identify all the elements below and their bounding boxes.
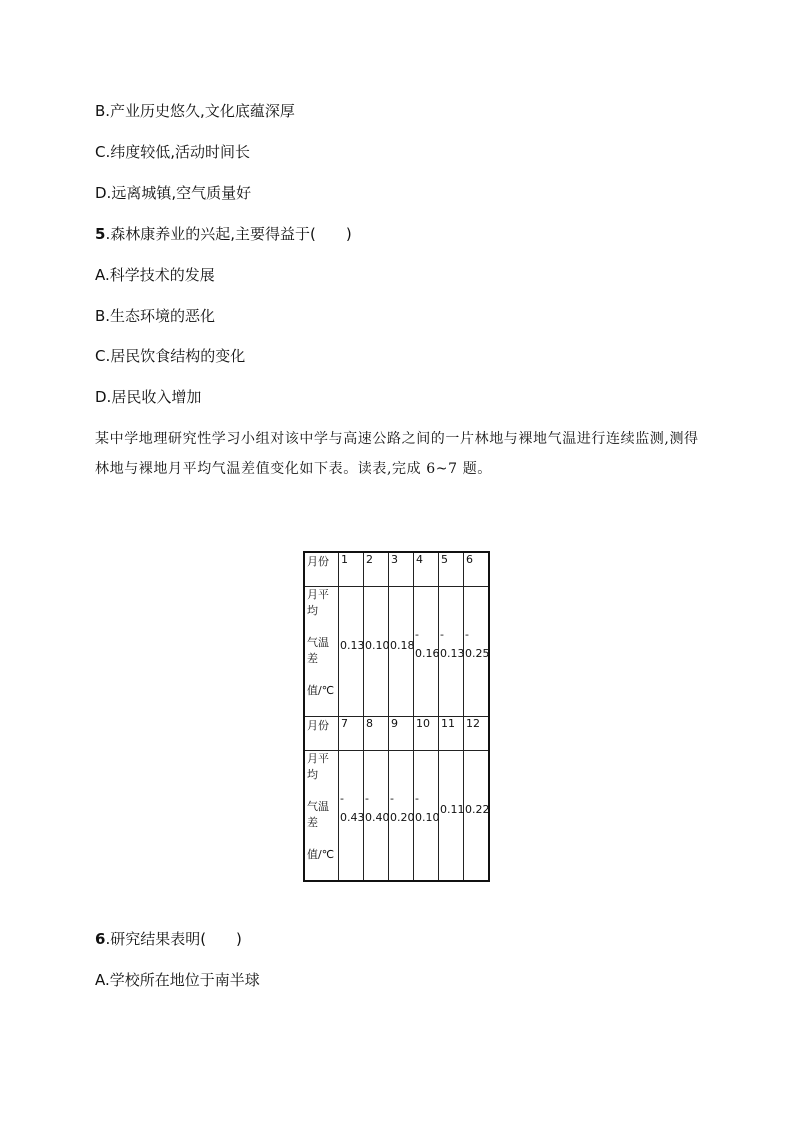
- question-5: [95, 224, 352, 244]
- month-cell: 10: [414, 717, 439, 751]
- q6-option-a: A.学校所在地位于南半球: [95, 971, 260, 989]
- diff-label: 月平 均 气温 差 值/℃: [304, 587, 339, 717]
- value-cell: 0.11: [439, 751, 464, 881]
- value-cell: - 0.20: [389, 751, 414, 881]
- value-cell: - 0.40: [364, 751, 389, 881]
- month-cell: 7: [339, 717, 364, 751]
- month-label: 月份: [304, 717, 339, 751]
- table-row: [304, 587, 489, 717]
- month-cell: 12: [464, 717, 490, 751]
- diff-label: 月平 均 气温 差 值/℃: [304, 751, 339, 881]
- q5-option-d: D.居民收入增加: [95, 388, 202, 406]
- question-6-number: 6: [95, 930, 106, 948]
- month-cell: 5: [439, 552, 464, 587]
- value-cell: - 0.13: [439, 587, 464, 717]
- month-cell: 1: [339, 552, 364, 587]
- q5-option-a: A.科学技术的发展: [95, 266, 215, 284]
- table-row: [304, 751, 489, 881]
- month-label: 月份: [304, 552, 339, 587]
- value-cell: 0.22: [464, 751, 490, 881]
- month-cell: 11: [439, 717, 464, 751]
- value-cell: - 0.16: [414, 587, 439, 717]
- month-cell: 6: [464, 552, 490, 587]
- option-c-prev: C.纬度较低,活动时间长: [95, 143, 251, 161]
- table-row: [304, 552, 489, 587]
- value-cell: 0.18: [389, 587, 414, 717]
- value-cell: - 0.43: [339, 751, 364, 881]
- question-6: [95, 929, 242, 949]
- question-5-number: 5: [95, 225, 106, 243]
- table-row: [304, 717, 489, 751]
- month-cell: 3: [389, 552, 414, 587]
- month-cell: 2: [364, 552, 389, 587]
- question-5-text: .森林康养业的兴起,主要得益于( ): [105, 225, 352, 243]
- value-cell: - 0.25: [464, 587, 490, 717]
- month-cell: 9: [389, 717, 414, 751]
- question-6-text: .研究结果表明( ): [105, 930, 242, 948]
- q5-option-b: B.生态环境的恶化: [95, 307, 216, 325]
- value-cell: - 0.10: [414, 751, 439, 881]
- month-cell: 8: [364, 717, 389, 751]
- temperature-diff-table: [303, 551, 490, 882]
- q5-option-c: C.居民饮食结构的变化: [95, 347, 246, 365]
- option-b-prev: B.产业历史悠久,文化底蕴深厚: [95, 102, 295, 120]
- month-cell: 4: [414, 552, 439, 587]
- value-cell: 0.13: [339, 587, 364, 717]
- option-d-prev: D.远离城镇,空气质量好: [95, 184, 252, 202]
- value-cell: 0.10: [364, 587, 389, 717]
- intro-paragraph: 某中学地理研究性学习小组对该中学与高速公路之间的一片林地与裸地气温进行连续监测,测得林地与裸地月平均气温差值变化如下表。读表,完成 6~7 题。: [95, 431, 699, 477]
